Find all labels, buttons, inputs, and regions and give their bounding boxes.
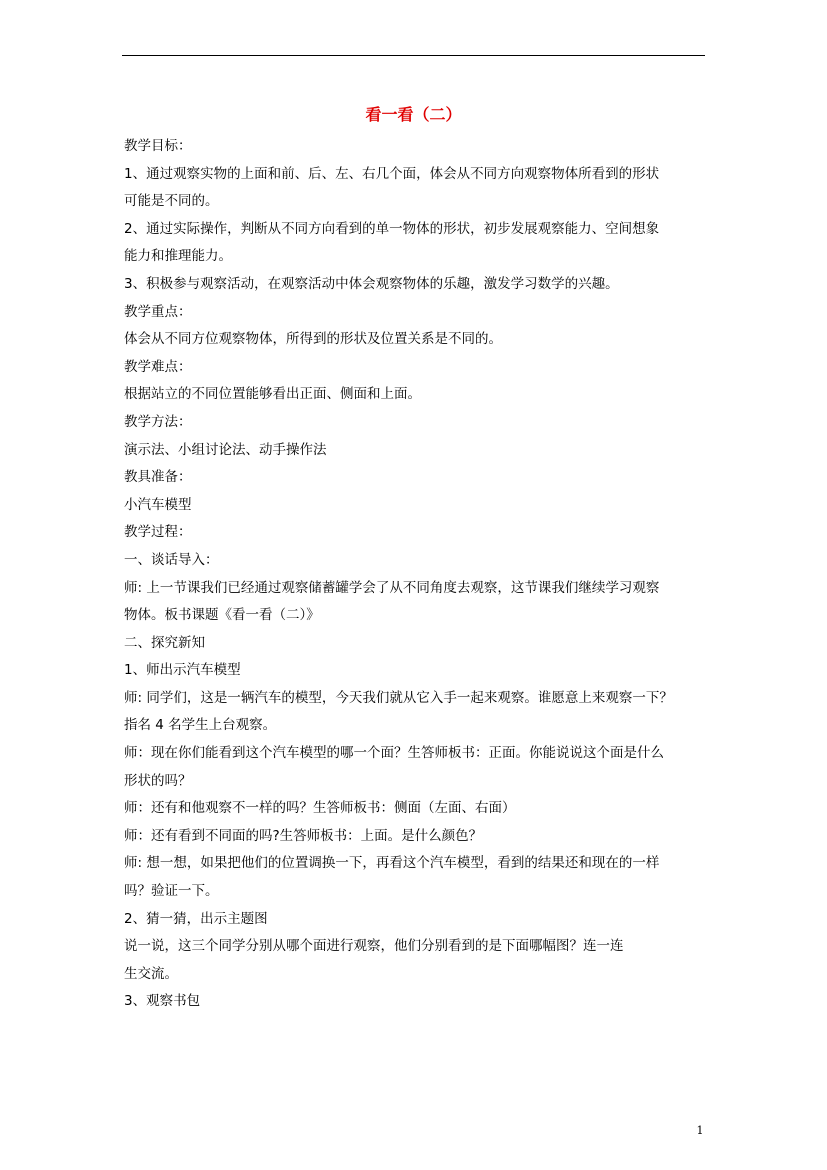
text-line: 师: 上一节课我们已经通过观察储蓄罐学会了从不同角度去观察，这节课我们继续学习观察	[124, 579, 660, 596]
text-line: 可能是不同的。	[124, 193, 219, 210]
document-body	[124, 133, 706, 1016]
page-number: 1	[696, 1124, 704, 1137]
text-line: 2、猜一猜，出示主题图	[124, 910, 268, 927]
text-line: 生交流。	[124, 965, 178, 982]
text-line: 教学过程：	[124, 524, 192, 541]
text-line: 吗？验证一下。	[124, 883, 219, 900]
text-line: 二、探究新知	[124, 634, 205, 651]
text-line: 1、通过观察实物的上面和前、后、左、右几个面，体会从不同方向观察物体所看到的形状	[124, 165, 660, 182]
text-line: 根据站立的不同位置能够看出正面、侧面和上面。	[124, 386, 421, 403]
text-line: 小汽车模型	[124, 496, 192, 513]
document-title: 看一看（二）	[365, 105, 462, 124]
text-line: 师：现在你们能看到这个汽车模型的哪一个面？生答师板书：正面。你能说说这个面是什么	[124, 745, 664, 762]
header-rule	[122, 55, 705, 56]
text-line: 教学难点：	[124, 358, 192, 375]
text-line: 能力和推理能力。	[124, 248, 232, 265]
text-line: 说一说，这三个同学分别从哪个面进行观察，他们分别看到的是下面哪幅图？连一连	[124, 938, 624, 955]
text-line: 3、积极参与观察活动，在观察活动中体会观察物体的乐趣，激发学习数学的兴趣。	[124, 275, 619, 292]
text-line: 2、通过实际操作，判断从不同方向看到的单一物体的形状，初步发展观察能力、空间想象	[124, 220, 660, 237]
text-line: 师：还有看到不同面的吗?生答师板书：上面。是什么颜色？	[124, 827, 483, 844]
text-line: 3、观察书包	[124, 993, 201, 1010]
text-line: 演示法、小组讨论法、动手操作法	[124, 441, 327, 458]
text-line: 形状的吗？	[124, 772, 192, 789]
text-line: 教具准备：	[124, 469, 192, 486]
text-line: 师：还有和他观察不一样的吗？生答师板书：侧面（左面、右面）	[124, 800, 516, 817]
text-line: 教学方法：	[124, 413, 192, 430]
text-line: 体会从不同方位观察物体，所得到的形状及位置关系是不同的。	[124, 331, 502, 348]
text-line: 师: 想一想，如果把他们的位置调换一下，再看这个汽车模型，看到的结果还和现在的一样	[124, 855, 660, 872]
text-line: 物体。板书课题《看一看（二）》	[124, 607, 320, 624]
text-line: 教学目标：	[124, 138, 192, 154]
text-line: 师: 同学们，这是一辆汽车的模型，今天我们就从它入手一起来观察。谁愿意上来观察一下？	[124, 689, 673, 706]
text-line: 教学重点：	[124, 303, 192, 320]
text-line: 一、谈话导入：	[124, 551, 219, 568]
text-line: 指名 4 名学生上台观察。	[124, 717, 277, 734]
text-line: 1、师出示汽车模型	[124, 662, 241, 679]
